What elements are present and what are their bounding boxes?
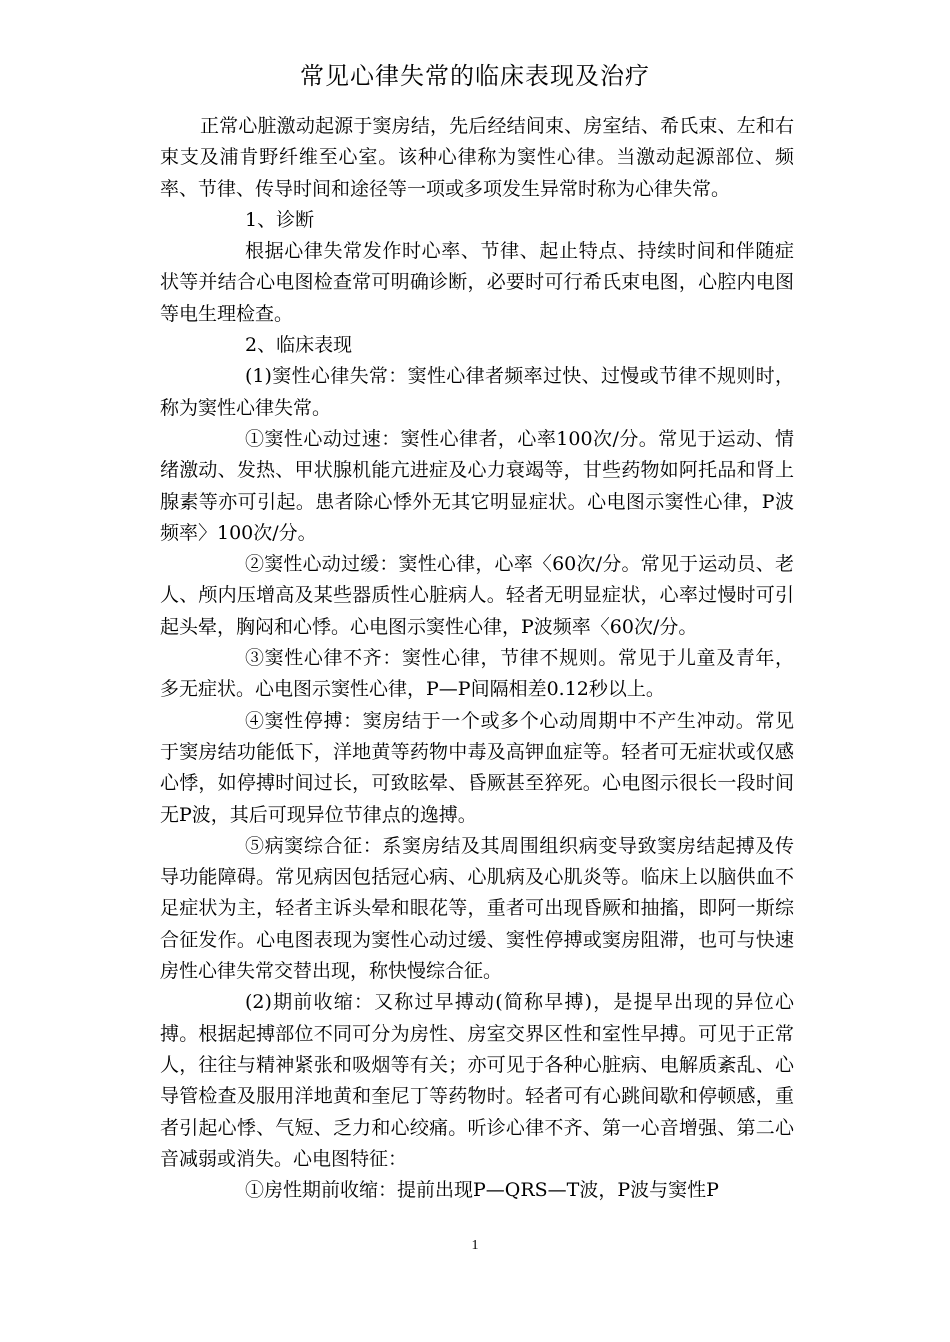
paragraph-sinus-arrest: ④窦性停搏：窦房结于一个或多个心动周期中不产生冲动。常见于窦房结功能低下，洋地黄等药物中毒及高钾血症等。轻者可无症状或仅感心悸，如停搏时间过长，可致眩晕、昏厥甚至猝死。心电图示很长一段时间无P波，其后可现异位节律点的逸搏。 [160, 709, 794, 826]
paragraph-premature-contraction: (2)期前收缩：又称过早搏动(简称早搏)，是提早出现的异位心搏。根据起搏部位不同可分为房性、房室交界区性和室性早搏。可见于正常人，往往与精神紧张和吸烟等有关；亦可见于各种心脏病、电解质紊乱、心导管检查及服用洋地黄和奎尼丁等药物时。轻者可有心跳间歇和停顿感，重者引起心悸、气短、乏力和心绞痛。听诊心律不齐、第一心音增强、第二心音减弱或消失。心电图特征： [160, 991, 794, 1170]
paragraph-sinus-bradycardia: ②窦性心动过缓：窦性心律，心率〈60次/分。常见于运动员、老人、颅内压增高及某些器质性心脏病人。轻者无明显症状，心率过慢时可引起头晕，胸闷和心悸。心电图示窦性心律，P波频率〈60次/分。 [160, 553, 794, 638]
paragraph-sinus-arrhythmia: (1)窦性心律失常：窦性心律者频率过快、过慢或节律不规则时，称为窦性心律失常。 [160, 365, 794, 419]
page-number: 1 [471, 1238, 479, 1253]
paragraph-sinus-irregular: ③窦性心律不齐：窦性心律，节律不规则。常见于儿童及青年，多无症状。心电图示窦性心律，P—P间隔相差0.12秒以上。 [160, 647, 794, 701]
paragraph-atrial-premature: ①房性期前收缩：提前出现P—QRS—T波，P波与窦性P [245, 1179, 719, 1202]
section-heading-clinical: 2、临床表现 [245, 334, 353, 357]
section-heading-diagnosis: 1、诊断 [245, 208, 315, 231]
document-title: 常见心律失常的临床表现及治疗 [300, 62, 650, 90]
paragraph-sick-sinus: ⑤病窦综合征：系窦房结及其周围组织病变导致窦房结起搏及传导功能障碍。常见病因包括冠心病、心肌病及心肌炎等。临床上以脑供血不足症状为主，轻者主诉头晕和眼花等，重者可出现昏厥和抽搐，即阿一斯综合征发作。心电图表现为窦性心动过缓、窦性停搏或窦房阻滞，也可与快速房性心律失常交替出现，称快慢综合征。 [160, 834, 794, 983]
paragraph-sinus-tachycardia: ①窦性心动过速：窦性心律者，心率100次/分。常见于运动、情绪激动、发热、甲状腺机能亢进症及心力衰竭等，甘些药物如阿托品和肾上腺素等亦可引起。患者除心悸外无其它明显症状。心电图示窦性心律，P波频率〉100次/分。 [160, 427, 794, 544]
paragraph-intro: 正常心脏激动起源于窦房结，先后经结间束、房室结、希氏束、左和右束支及浦肯野纤维至心室。该种心律称为窦性心律。当激动起源部位、频率、节律、传导时间和途径等一项或多项发生异常时称为心律失常。 [160, 115, 794, 200]
paragraph-diagnosis: 根据心律失常发作时心率、节律、起止特点、持续时间和伴随症状等并结合心电图检查常可明确诊断，必要时可行希氏束电图，心腔内电图等电生理检查。 [160, 240, 794, 325]
document-body [160, 111, 794, 1206]
